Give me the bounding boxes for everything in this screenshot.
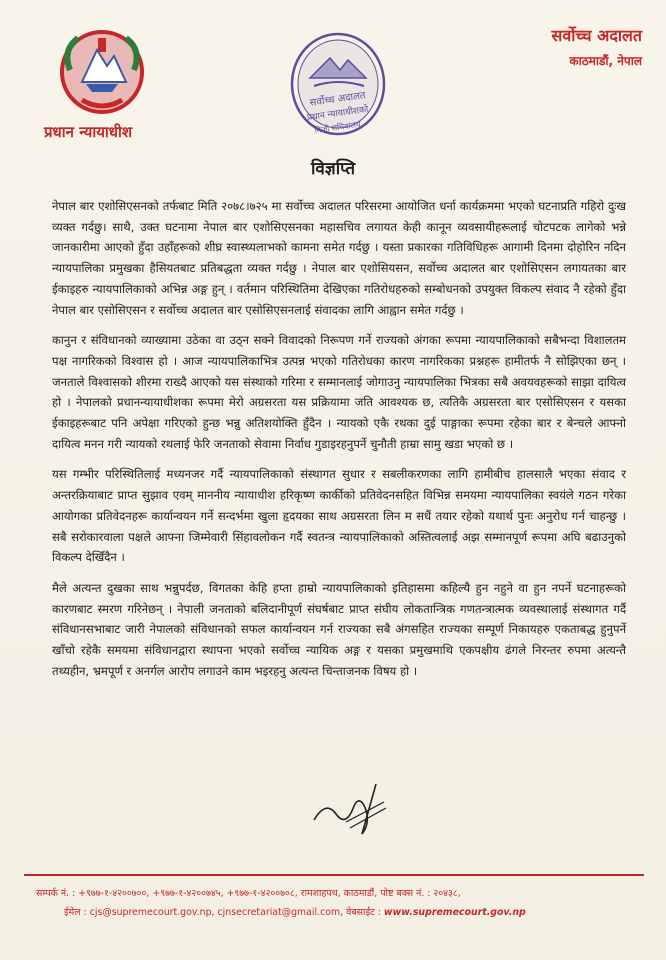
court-location: काठमाडौं, नेपाल <box>569 54 642 68</box>
email-label: ईमेल : <box>64 907 87 918</box>
seal-text-1: सर्वोच्च अदालत <box>309 90 367 109</box>
website-link[interactable]: www.supremecourt.gov.np <box>383 907 526 918</box>
email-address[interactable]: cjs@supremecourt.gov.np, cjnsecretariat@gmail.com, <box>89 907 344 918</box>
court-header <box>552 24 642 69</box>
seal-text-3: निजी सचिवालय <box>314 119 362 136</box>
court-name: सर्वोच्च अदालत <box>551 26 642 45</box>
document-body <box>52 196 626 691</box>
paragraph-1: नेपाल बार एशोसिएसनको तर्फबाट मिति २०७८।७२५ मा सर्वोच्च अदालत परिसरमा आयोजित धर्ना कार्यक्रममा भएको घटनाप्रति गहिरो दुःख व्यक्त गर्दछु। साथै, उक्त घटनामा नेपाल बार एशोसिएसनका महासचिव लगायत केही कानून व्यवसायीहरूलाई चोटपटक लागेको भन्ने जानकारीमा आएको हुँदा उहाँहरूको शीघ्र स्वास्थ्यलाभको कामना समेत गर्दछु । यस्ता प्रकारका गतिविधिहरू आगामी दिनमा दोहोरिन नदिन न्यायपालिका प्रमुखका हैसियतबाट प्रतिबद्धता व्यक्त गर्दछु । नेपाल बार एशोसियसन, सर्वोच्च अदालत बार एशोसिएसन लगायतका बार ईकाइहरु न्यायपालिकाको अभिन्न अङ्ग हुन् । वर्तमान परिस्थितिमा देखिएका गतिरोधहरुको सम्बोधनको उपयुक्त विकल्प संवाद नै रहेको हुँदा नेपाल बार एसोसिएसन र सर्वोच्च अदालत बार एसोसिएसनलाई संवादका लागि आह्वान समेत गर्दछु । <box>52 199 626 317</box>
document-title: विज्ञप्ति <box>310 159 356 179</box>
paragraph-2: कानुन र संविधानको व्याख्यामा उठेका वा उठ्न सक्ने विवादको निरूपण गर्ने राज्यको अंगका रूपमा न्यायपालिकाको सबैभन्दा विशालतम पक्ष नागरिकको विश्वास हो । आज न्यायपालिकाभित्र उत्पन्न भएको गतिरोधका कारण नागरिकका प्रश्नहरू हामीतर्फ नै सोझिएका छन् । जनताले विश्वासको शीरमा राख्दै आएको यस संस्थाको गरिमा र सम्मानलाई जोगाउनु न्यायपालिका भित्रका सबै अवयवहरूको साझा दायित्व हो । नेपालको प्रधानन्यायाधीशका रूपमा मेरो अग्रसरता यस प्रक्रियामा जति आवश्यक छ, त्यतिकै अग्रसरता बार एसोसिएसन र यसका ईकाइहरूबाट पनि अपेक्षा गरिएको हुन्छ भन्नु अतिशयोक्ति हुँदैन । न्यायको एकै रथका दुई पाङ्गाका रूपमा रहेका बार र बेन्चले आफ्नो दायित्व मनन गरी न्यायको रथलाई फेरि जनताको सेवामा निर्वाध गुडाइरहनुपर्ने चुनौती हाम्रा सामु खडा भएको छ । <box>52 333 626 451</box>
contact-line: सम्पर्क नं. : +९७७-१-४२००७००, +९७७-१-४२००७४५, +९७७-१-४२००७०८, रामशाहपथ, काठमाडौं, पोष्ट बक्स नं. : २०४३८, <box>36 888 461 899</box>
chief-justice-title: प्रधान न्यायाधीश <box>44 123 133 141</box>
email-website-row <box>36 903 636 922</box>
footer-divider <box>24 874 644 876</box>
footer-contact <box>36 884 636 922</box>
paragraph-3: यस गम्भीर परिस्थितिलाई मध्यनजर गर्दै न्यायपालिकाको संस्थागत सुधार र सबलीकरणका लागि हामीबीच हालसालै भएका संवाद र अन्तरक्रियाबाट प्राप्त सुझाव एवम् माननीय न्यायाधीश हरिकृष्ण कार्कीको प्रतिवेदनसहित विभिन्न समयमा न्यायपालिका स्वयंले गठन गरेका आयोगका प्रतिवेदनहरू कार्यान्वयन गर्ने सन्दर्भमा खुला हृदयका साथ अग्रसरता लिन म सधैं तयार रहेको यथार्थ पुनः अनुरोध गर्न चाहन्छु । सबै सरोकारवाला पक्षले आफ्ना जिम्मेवारी सिंहावलोकन गर्दै स्वतन्त्र न्यायपालिकाको अस्तित्वलाई अझ सम्मानपूर्ण रूपमा अघि बढाउनुको विकल्प देखिँदैन । <box>52 467 626 565</box>
nepal-emblem-icon <box>52 20 152 120</box>
paragraph-4: मैले अत्यन्त दुखका साथ भन्नुपर्दछ, विगतका केहि हप्ता हाम्रो न्यायपालिकाको इतिहासमा कहिल्यै हुन नहुने वा हुन नपर्ने घटनाहरूको कारणबाट स्मरण गरिनेछन् । नेपाली जनताको बलिदानीपूर्ण संघर्षबाट प्राप्त संघीय लोकतान्त्रिक गणतन्त्रात्मक व्यवस्थालाई संस्थागत गर्दै संविधानसभाबाट जारी नेपालको संविधानको सफल कार्यान्वयन गर्न राज्यका सबै अंगसहित राज्यका सम्पूर्ण निकायहरु एकताबद्ध हुनुपर्ने खाँचो रहेकै समयमा संविधानद्वारा स्थापना भएको सर्वोच्च न्यायिक अङ्ग र यसका प्रमुखमाथि एकपक्षीय ढंगले निरन्तर रुपमा अत्यन्तै तथ्यहीन, भ्रमपूर्ण र अनर्गल आरोप लगाउने काम भइरहनु अत्यन्त चिन्ताजनक विषय हो । <box>52 580 626 678</box>
office-seal-icon <box>286 30 390 140</box>
seal-text-2: प्रधान न्यायाधीशको <box>306 104 370 124</box>
website-label: वेबसाईट : <box>346 907 381 918</box>
signature-mark <box>306 776 396 846</box>
letterhead <box>0 0 666 150</box>
